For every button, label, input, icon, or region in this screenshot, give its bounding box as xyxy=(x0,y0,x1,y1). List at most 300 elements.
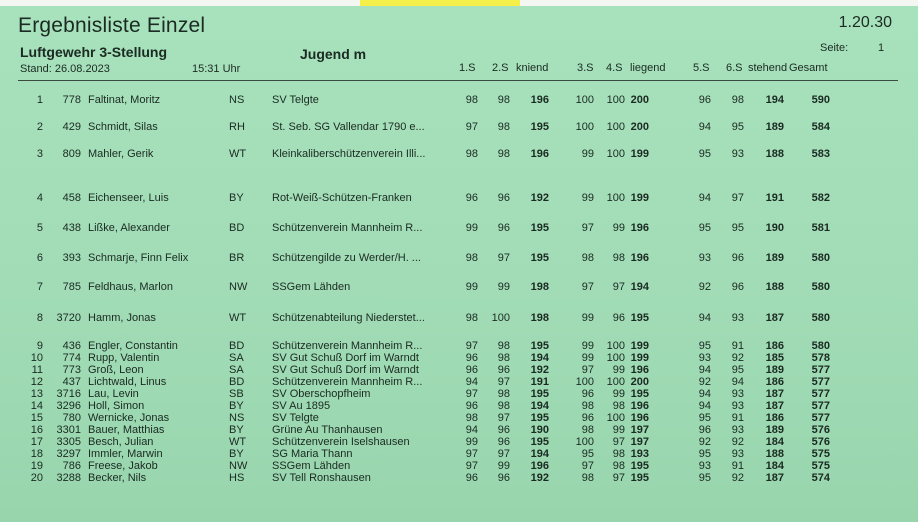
cell-verein: Schützengilde zu Werder/H. ... xyxy=(272,252,421,264)
cell-s4: 100 xyxy=(606,376,625,388)
cell-s3: 98 xyxy=(581,424,594,436)
cell-rank: 9 xyxy=(36,340,43,352)
cell-s2: 96 xyxy=(497,222,510,234)
cell-s1: 99 xyxy=(465,436,478,448)
cell-rank: 6 xyxy=(36,252,43,264)
cell-stehend: 186 xyxy=(765,376,784,388)
cell-s4: 100 xyxy=(606,148,625,160)
cell-kniend: 196 xyxy=(530,460,549,472)
cell-startnr: 3296 xyxy=(56,400,81,412)
cell-stehend: 191 xyxy=(765,192,784,204)
cell-s1: 98 xyxy=(465,412,478,424)
stand-time: 15:31 Uhr xyxy=(192,63,241,75)
cell-gesamt: 590 xyxy=(811,94,830,106)
cell-gesamt: 577 xyxy=(811,412,830,424)
cell-gesamt: 575 xyxy=(811,448,830,460)
col-header-gesamt: Gesamt xyxy=(789,62,828,74)
cell-liegend: 196 xyxy=(630,364,649,376)
cell-s1: 97 xyxy=(465,388,478,400)
cell-stehend: 187 xyxy=(765,388,784,400)
cell-s1: 99 xyxy=(465,281,478,293)
cell-rank: 1 xyxy=(36,94,43,106)
cell-liegend: 196 xyxy=(630,400,649,412)
cell-name: Groß, Leon xyxy=(88,364,144,376)
cell-verein: SG Maria Thann xyxy=(272,448,353,460)
cell-kniend: 191 xyxy=(530,376,549,388)
cell-name: Holl, Simon xyxy=(88,400,145,412)
cell-s2: 96 xyxy=(497,192,510,204)
cell-s1: 98 xyxy=(465,94,478,106)
cell-kniend: 194 xyxy=(530,448,549,460)
cell-s4: 98 xyxy=(612,400,625,412)
cell-rank: 13 xyxy=(30,388,43,400)
cell-rank: 18 xyxy=(30,448,43,460)
cell-gesamt: 580 xyxy=(811,252,830,264)
cell-stehend: 189 xyxy=(765,121,784,133)
cell-s6: 94 xyxy=(731,376,744,388)
cell-startnr: 773 xyxy=(62,364,81,376)
cell-verein: St. Seb. SG Vallendar 1790 e... xyxy=(272,121,425,133)
cell-liegend: 195 xyxy=(630,472,649,484)
cell-s3: 98 xyxy=(581,400,594,412)
discipline-label: Luftgewehr 3-Stellung xyxy=(20,44,167,60)
cell-rank: 15 xyxy=(30,412,43,424)
cell-gesamt: 578 xyxy=(811,352,830,364)
cell-kniend: 192 xyxy=(530,472,549,484)
cell-stehend: 189 xyxy=(765,424,784,436)
cell-s4: 99 xyxy=(612,222,625,234)
cell-s4: 100 xyxy=(606,352,625,364)
cell-s5: 94 xyxy=(698,364,711,376)
cell-gesamt: 580 xyxy=(811,340,830,352)
cell-s2: 96 xyxy=(497,424,510,436)
cell-s1: 96 xyxy=(465,472,478,484)
cell-startnr: 3301 xyxy=(56,424,81,436)
class-label: Jugend m xyxy=(300,46,367,62)
cell-name: Faltinat, Moritz xyxy=(88,94,161,106)
cell-liegend: 197 xyxy=(630,424,649,436)
cell-s6: 97 xyxy=(731,192,744,204)
cell-kniend: 192 xyxy=(530,364,549,376)
cell-kniend: 190 xyxy=(530,424,549,436)
cell-s5: 95 xyxy=(698,472,711,484)
cell-startnr: 809 xyxy=(62,148,81,160)
cell-startnr: 458 xyxy=(62,192,81,204)
cell-liegend: 193 xyxy=(630,448,649,460)
cell-kniend: 195 xyxy=(530,388,549,400)
cell-gesamt: 575 xyxy=(811,460,830,472)
col-header-s4: 4.S xyxy=(606,62,623,74)
cell-s3: 97 xyxy=(581,281,594,293)
cell-verein: Rot-Weiß-Schützen-Franken xyxy=(272,192,412,204)
cell-rank: 19 xyxy=(30,460,43,472)
cell-s2: 98 xyxy=(497,340,510,352)
cell-s3: 98 xyxy=(581,252,594,264)
cell-s3: 96 xyxy=(581,388,594,400)
cell-s5: 92 xyxy=(698,436,711,448)
cell-liegend: 195 xyxy=(630,460,649,472)
cell-s5: 94 xyxy=(698,121,711,133)
version-label: 1.20.30 xyxy=(838,14,892,31)
cell-startnr: 429 xyxy=(62,121,81,133)
cell-verein: Schützenverein Iselshausen xyxy=(272,436,410,448)
cell-verband: WT xyxy=(229,312,247,324)
cell-verband: BD xyxy=(229,376,245,388)
cell-rank: 14 xyxy=(30,400,43,412)
cell-s4: 98 xyxy=(612,460,625,472)
cell-s3: 99 xyxy=(581,148,594,160)
page-label: Seite: xyxy=(820,42,849,54)
cell-gesamt: 580 xyxy=(811,281,830,293)
cell-rank: 17 xyxy=(30,436,43,448)
cell-verein: SSGem Lähden xyxy=(272,281,351,293)
cell-s2: 98 xyxy=(497,148,510,160)
cell-rank: 2 xyxy=(36,121,43,133)
cell-s2: 96 xyxy=(497,364,510,376)
cell-s6: 92 xyxy=(731,472,744,484)
cell-s5: 95 xyxy=(698,412,711,424)
cell-s5: 96 xyxy=(698,424,711,436)
cell-liegend: 199 xyxy=(630,352,649,364)
cell-verband: SA xyxy=(229,364,244,376)
cell-verein: Grüne Au Thanhausen xyxy=(272,424,383,436)
cell-s4: 98 xyxy=(612,252,625,264)
cell-s1: 99 xyxy=(465,222,478,234)
col-header-kniend: kniend xyxy=(516,62,549,74)
cell-s5: 95 xyxy=(698,222,711,234)
cell-s1: 94 xyxy=(465,376,478,388)
cell-s2: 98 xyxy=(497,400,510,412)
cell-liegend: 196 xyxy=(630,222,649,234)
cell-name: Lißke, Alexander xyxy=(88,222,170,234)
cell-liegend: 195 xyxy=(630,312,649,324)
cell-gesamt: 582 xyxy=(811,192,830,204)
cell-kniend: 195 xyxy=(530,252,549,264)
cell-s4: 97 xyxy=(612,436,625,448)
cell-verein: Schützenverein Mannheim R... xyxy=(272,340,423,352)
cell-s5: 96 xyxy=(698,94,711,106)
cell-verein: SV Oberschopfheim xyxy=(272,388,371,400)
cell-verband: HS xyxy=(229,472,245,484)
cell-gesamt: 583 xyxy=(811,148,830,160)
cell-s6: 93 xyxy=(731,400,744,412)
cell-kniend: 195 xyxy=(530,121,549,133)
cell-s5: 94 xyxy=(698,312,711,324)
cell-name: Wernicke, Jonas xyxy=(88,412,170,424)
cell-rank: 5 xyxy=(36,222,43,234)
cell-s5: 94 xyxy=(698,388,711,400)
cell-gesamt: 577 xyxy=(811,364,830,376)
cell-name: Lichtwald, Linus xyxy=(88,376,167,388)
cell-name: Mahler, Gerik xyxy=(88,148,154,160)
col-header-s2: 2.S xyxy=(492,62,509,74)
cell-verband: SB xyxy=(229,388,244,400)
cell-gesamt: 577 xyxy=(811,388,830,400)
col-header-s5: 5.S xyxy=(693,62,710,74)
cell-startnr: 3297 xyxy=(56,448,81,460)
cell-verband: BY xyxy=(229,400,244,412)
cell-kniend: 194 xyxy=(530,400,549,412)
cell-gesamt: 574 xyxy=(811,472,830,484)
cell-s4: 97 xyxy=(612,472,625,484)
cell-name: Besch, Julian xyxy=(88,436,154,448)
cell-s4: 99 xyxy=(612,388,625,400)
cell-rank: 20 xyxy=(30,472,43,484)
cell-s1: 98 xyxy=(465,312,478,324)
col-header-s3: 3.S xyxy=(577,62,594,74)
cell-verein: SV Telgte xyxy=(272,412,319,424)
cell-kniend: 195 xyxy=(530,222,549,234)
cell-verein: Schützenverein Mannheim R... xyxy=(272,376,423,388)
cell-s5: 94 xyxy=(698,192,711,204)
cell-startnr: 437 xyxy=(62,376,81,388)
table-row xyxy=(0,472,918,486)
cell-name: Lau, Levin xyxy=(88,388,139,400)
cell-s6: 93 xyxy=(731,448,744,460)
cell-s5: 93 xyxy=(698,460,711,472)
cell-s2: 98 xyxy=(497,121,510,133)
cell-s1: 97 xyxy=(465,340,478,352)
cell-s3: 97 xyxy=(581,364,594,376)
cell-verband: NW xyxy=(229,281,248,293)
cell-gesamt: 576 xyxy=(811,424,830,436)
cell-s1: 97 xyxy=(465,448,478,460)
cell-liegend: 200 xyxy=(630,121,649,133)
cell-s6: 91 xyxy=(731,412,744,424)
cell-kniend: 198 xyxy=(530,312,549,324)
table-row xyxy=(0,312,918,326)
cell-stehend: 185 xyxy=(765,352,784,364)
cell-name: Rupp, Valentin xyxy=(88,352,160,364)
cell-gesamt: 580 xyxy=(811,312,830,324)
cell-startnr: 774 xyxy=(62,352,81,364)
cell-s4: 96 xyxy=(612,312,625,324)
cell-liegend: 194 xyxy=(630,281,649,293)
table-row xyxy=(0,222,918,236)
cell-startnr: 3716 xyxy=(56,388,81,400)
cell-s5: 95 xyxy=(698,448,711,460)
cell-s1: 97 xyxy=(465,121,478,133)
col-header-s6: 6.S xyxy=(726,62,743,74)
cell-stehend: 187 xyxy=(765,400,784,412)
cell-s4: 100 xyxy=(606,412,625,424)
cell-startnr: 436 xyxy=(62,340,81,352)
cell-verband: BY xyxy=(229,424,244,436)
cell-name: Schmidt, Silas xyxy=(88,121,158,133)
cell-verband: NW xyxy=(229,460,248,472)
cell-startnr: 393 xyxy=(62,252,81,264)
cell-startnr: 786 xyxy=(62,460,81,472)
cell-name: Schmarje, Finn Felix xyxy=(88,252,189,264)
cell-s3: 100 xyxy=(575,121,594,133)
cell-gesamt: 581 xyxy=(811,222,830,234)
cell-s1: 96 xyxy=(465,352,478,364)
cell-s3: 100 xyxy=(575,376,594,388)
cell-verband: NS xyxy=(229,94,245,106)
cell-s4: 99 xyxy=(612,424,625,436)
cell-verband: WT xyxy=(229,436,247,448)
cell-s4: 98 xyxy=(612,448,625,460)
cell-verein: SV Gut Schuß Dorf im Warndt xyxy=(272,364,419,376)
cell-startnr: 778 xyxy=(62,94,81,106)
cell-stehend: 184 xyxy=(765,436,784,448)
cell-rank: 7 xyxy=(36,281,43,293)
cell-s2: 99 xyxy=(497,281,510,293)
cell-name: Freese, Jakob xyxy=(88,460,158,472)
cell-rank: 11 xyxy=(31,364,43,376)
cell-s4: 100 xyxy=(606,340,625,352)
cell-s4: 100 xyxy=(606,94,625,106)
cell-stehend: 188 xyxy=(765,448,784,460)
cell-s1: 94 xyxy=(465,424,478,436)
cell-verband: BY xyxy=(229,192,244,204)
cell-s3: 98 xyxy=(581,472,594,484)
cell-s1: 98 xyxy=(465,148,478,160)
cell-s4: 99 xyxy=(612,364,625,376)
cell-stehend: 186 xyxy=(765,412,784,424)
cell-s2: 98 xyxy=(497,388,510,400)
cell-stehend: 187 xyxy=(765,472,784,484)
cell-s1: 96 xyxy=(465,364,478,376)
cell-rank: 3 xyxy=(36,148,43,160)
cell-s2: 97 xyxy=(497,376,510,388)
cell-name: Immler, Marwin xyxy=(88,448,163,460)
cell-liegend: 199 xyxy=(630,148,649,160)
cell-verein: Kleinkaliberschützenverein Illi... xyxy=(272,148,426,160)
cell-stehend: 187 xyxy=(765,312,784,324)
cell-name: Becker, Nils xyxy=(88,472,147,484)
col-header-liegend: liegend xyxy=(630,62,666,74)
cell-verband: WT xyxy=(229,148,247,160)
cell-liegend: 200 xyxy=(630,94,649,106)
cell-rank: 8 xyxy=(36,312,43,324)
cell-s5: 93 xyxy=(698,352,711,364)
cell-verein: Schützenverein Mannheim R... xyxy=(272,222,423,234)
table-row xyxy=(0,192,918,206)
cell-s6: 95 xyxy=(731,364,744,376)
cell-verband: BY xyxy=(229,448,244,460)
cell-startnr: 3305 xyxy=(56,436,81,448)
stand-date: Stand: 26.08.2023 xyxy=(20,63,110,75)
table-row xyxy=(0,148,918,162)
cell-s6: 96 xyxy=(731,281,744,293)
cell-name: Engler, Constantin xyxy=(88,340,178,352)
cell-s2: 97 xyxy=(497,252,510,264)
cell-gesamt: 576 xyxy=(811,436,830,448)
cell-verein: SV Tell Ronshausen xyxy=(272,472,371,484)
cell-s3: 95 xyxy=(581,448,594,460)
cell-liegend: 199 xyxy=(630,192,649,204)
cell-s5: 92 xyxy=(698,281,711,293)
cell-rank: 4 xyxy=(36,192,43,204)
table-row xyxy=(0,281,918,295)
cell-name: Feldhaus, Marlon xyxy=(88,281,173,293)
cell-s6: 92 xyxy=(731,436,744,448)
cell-s6: 95 xyxy=(731,121,744,133)
cell-s4: 97 xyxy=(612,281,625,293)
cell-kniend: 194 xyxy=(530,352,549,364)
cell-s5: 92 xyxy=(698,376,711,388)
cell-s2: 96 xyxy=(497,472,510,484)
cell-s2: 98 xyxy=(497,94,510,106)
cell-verein: SSGem Lähden xyxy=(272,460,351,472)
cell-stehend: 194 xyxy=(765,94,784,106)
cell-s6: 91 xyxy=(731,460,744,472)
cell-name: Hamm, Jonas xyxy=(88,312,156,324)
table-row xyxy=(0,252,918,266)
cell-gesamt: 577 xyxy=(811,376,830,388)
cell-startnr: 3288 xyxy=(56,472,81,484)
cell-stehend: 189 xyxy=(765,364,784,376)
cell-kniend: 195 xyxy=(530,340,549,352)
cell-liegend: 197 xyxy=(630,436,649,448)
cell-s1: 97 xyxy=(465,460,478,472)
cell-s3: 100 xyxy=(575,94,594,106)
cell-s6: 93 xyxy=(731,312,744,324)
cell-kniend: 192 xyxy=(530,192,549,204)
cell-s1: 96 xyxy=(465,400,478,412)
cell-stehend: 188 xyxy=(765,148,784,160)
cell-stehend: 184 xyxy=(765,460,784,472)
cell-gesamt: 584 xyxy=(811,121,830,133)
col-header-s1: 1.S xyxy=(459,62,476,74)
cell-rank: 16 xyxy=(30,424,43,436)
cell-stehend: 189 xyxy=(765,252,784,264)
cell-verband: NS xyxy=(229,412,245,424)
cell-liegend: 200 xyxy=(630,376,649,388)
cell-s4: 100 xyxy=(606,192,625,204)
cell-name: Bauer, Matthias xyxy=(88,424,165,436)
cell-rank: 10 xyxy=(30,352,43,364)
cell-liegend: 195 xyxy=(630,388,649,400)
cell-s3: 99 xyxy=(581,340,594,352)
cell-s2: 100 xyxy=(491,312,510,324)
cell-s3: 99 xyxy=(581,352,594,364)
cell-startnr: 780 xyxy=(62,412,81,424)
cell-s5: 94 xyxy=(698,400,711,412)
cell-rank: 12 xyxy=(30,376,43,388)
cell-s2: 96 xyxy=(497,436,510,448)
col-header-stehend: stehend xyxy=(748,62,788,74)
cell-s6: 91 xyxy=(731,340,744,352)
cell-stehend: 190 xyxy=(765,222,784,234)
cell-s2: 99 xyxy=(497,460,510,472)
cell-verein: SV Gut Schuß Dorf im Warndt xyxy=(272,352,419,364)
cell-verband: BR xyxy=(229,252,245,264)
cell-verein: Schützenabteilung Niederstet... xyxy=(272,312,425,324)
table-row xyxy=(0,121,918,135)
page-number: 1 xyxy=(878,42,885,54)
cell-kniend: 195 xyxy=(530,412,549,424)
cell-s4: 100 xyxy=(606,121,625,133)
cell-s2: 97 xyxy=(497,412,510,424)
cell-name: Eichenseer, Luis xyxy=(88,192,169,204)
cell-s2: 98 xyxy=(497,352,510,364)
cell-verband: RH xyxy=(229,121,245,133)
header-divider xyxy=(18,80,898,81)
cell-kniend: 198 xyxy=(530,281,549,293)
cell-s3: 99 xyxy=(581,312,594,324)
cell-s3: 97 xyxy=(581,222,594,234)
cell-s6: 95 xyxy=(731,222,744,234)
cell-verband: BD xyxy=(229,222,245,234)
cell-liegend: 196 xyxy=(630,412,649,424)
cell-s5: 95 xyxy=(698,340,711,352)
cell-liegend: 196 xyxy=(630,252,649,264)
cell-s1: 98 xyxy=(465,252,478,264)
cell-startnr: 785 xyxy=(62,281,81,293)
cell-kniend: 196 xyxy=(530,94,549,106)
